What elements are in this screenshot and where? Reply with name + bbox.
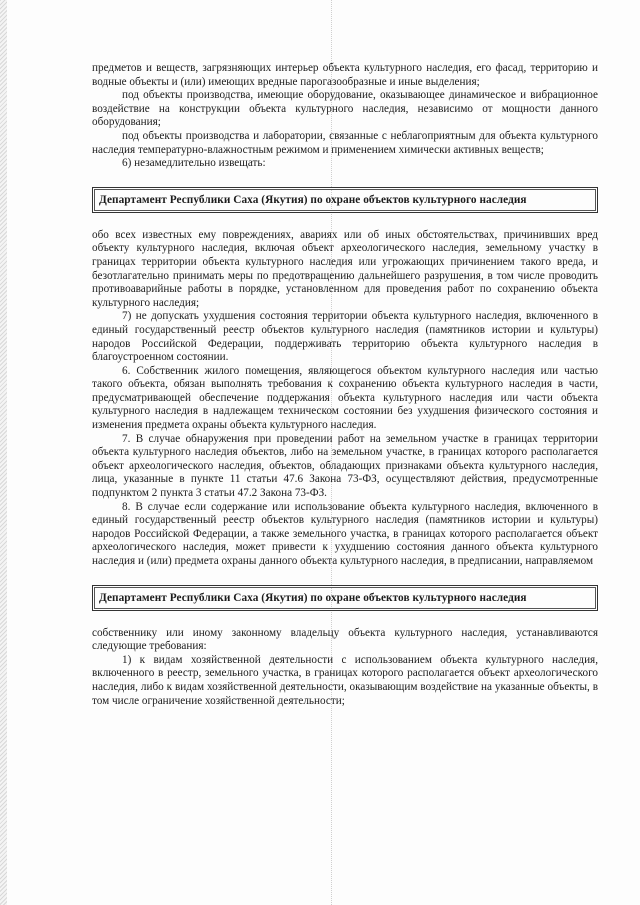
text-section-1 — [92, 62, 598, 171]
department-header-stamp: Департамент Республики Саха (Якутия) по охране объектов культурного наследия — [92, 187, 598, 213]
text-section-3 — [92, 627, 598, 709]
text-section-2 — [92, 229, 598, 569]
paragraph: под объекты производства, имеющие оборудование, оказывающее динамическое и вибрационное воздействие на конструкции объекта культурного наследия, независимо от мощности данного оборудования; — [92, 89, 598, 129]
paragraph: 7. В случае обнаружения при проведении работ на земельном участке в границах территории объекта культурного наследия объектов, либо на земельном участке, в границах которого располагается объект археологического наследия, объектов, обладающих признаками объекта культурного наследия, лица, указанные в пункте 11 статьи 47.6 Закона 73-ФЗ, осуществляют действия, предусмотренные подпунктом 2 пункта 3 статьи 47.2 Закона 73-ФЗ. — [92, 432, 598, 500]
paragraph: под объекты производства и лаборатории, связанные с неблагоприятным для объекта культурного наследия температурно-влажностным режимом и применением химически активных веществ; — [92, 129, 598, 156]
paragraph: 1) к видам хозяйственной деятельности с использованием объекта культурного наследия, включенного в реестр, земельного участка, в границах которого располагается объект археологического наследия, либо к видам хозяйственной деятельности, оказывающим воздействие на указанные объекты, в том числе ограничение хозяйственной деятельности; — [92, 653, 598, 707]
scan-edge-texture — [0, 0, 7, 905]
paragraph: 7) не допускать ухудшения состояния территории объекта культурного наследия, включенного в единый государственный реестр объектов культурного наследия (памятников истории и культуры) народов Российской Федерации, поддерживать территорию объекта культурного наследия в благоустроенном состоянии. — [92, 310, 598, 364]
document-body — [92, 62, 598, 708]
department-header-stamp: Департамент Республики Саха (Якутия) по охране объектов культурного наследия — [92, 585, 598, 611]
paragraph: обо всех известных ему повреждениях, авариях или об иных обстоятельствах, причинивших вред объекту культурного наследия, включая объект археологического наследия, земельному участку в границах территории объекта культурного наследия или угрожающих причинением такого вреда, и безотлагательно принимать меры по предотвращению дальнейшего разрушения, в том числе проводить противоаварийные работы в порядке, установленном для проведения работ по сохранению объекта культурного наследия; — [92, 228, 598, 309]
paragraph: собственнику или иному законному владельцу объекта культурного наследия, устанавливаются следующие требования: — [92, 626, 598, 653]
paragraph: 6. Собственник жилого помещения, являющегося объектом культурного наследия или частью такого объекта, обязан выполнять требования к сохранению объекта культурного наследия в части, предусматривающей обеспечение поддержания объекта культурного наследия или части объекта культурного наследия в надлежащем техническом состоянии без ухудшения физического состояния и изменения предмета охраны объекта культурного наследия. — [92, 364, 598, 432]
paragraph: 6) незамедлительно извещать: — [122, 157, 266, 170]
paragraph: предметов и веществ, загрязняющих интерьер объекта культурного наследия, его фасад, территорию и водные объекты и (или) имеющих вредные парогазообразные и иные выделения; — [92, 62, 598, 88]
paragraph: 8. В случае если содержание или использование объекта культурного наследия, включенного в единый государственный реестр объектов культурного наследия (памятников истории и культуры) народов Российской Федерации, а также земельного участка, в границах которого располагается объект археологического наследия, может привести к ухудшению состояния данного объекта культурного наследия и (или) предмета охраны данного объекта культурного наследия, в предписании, направляемом — [92, 500, 598, 567]
